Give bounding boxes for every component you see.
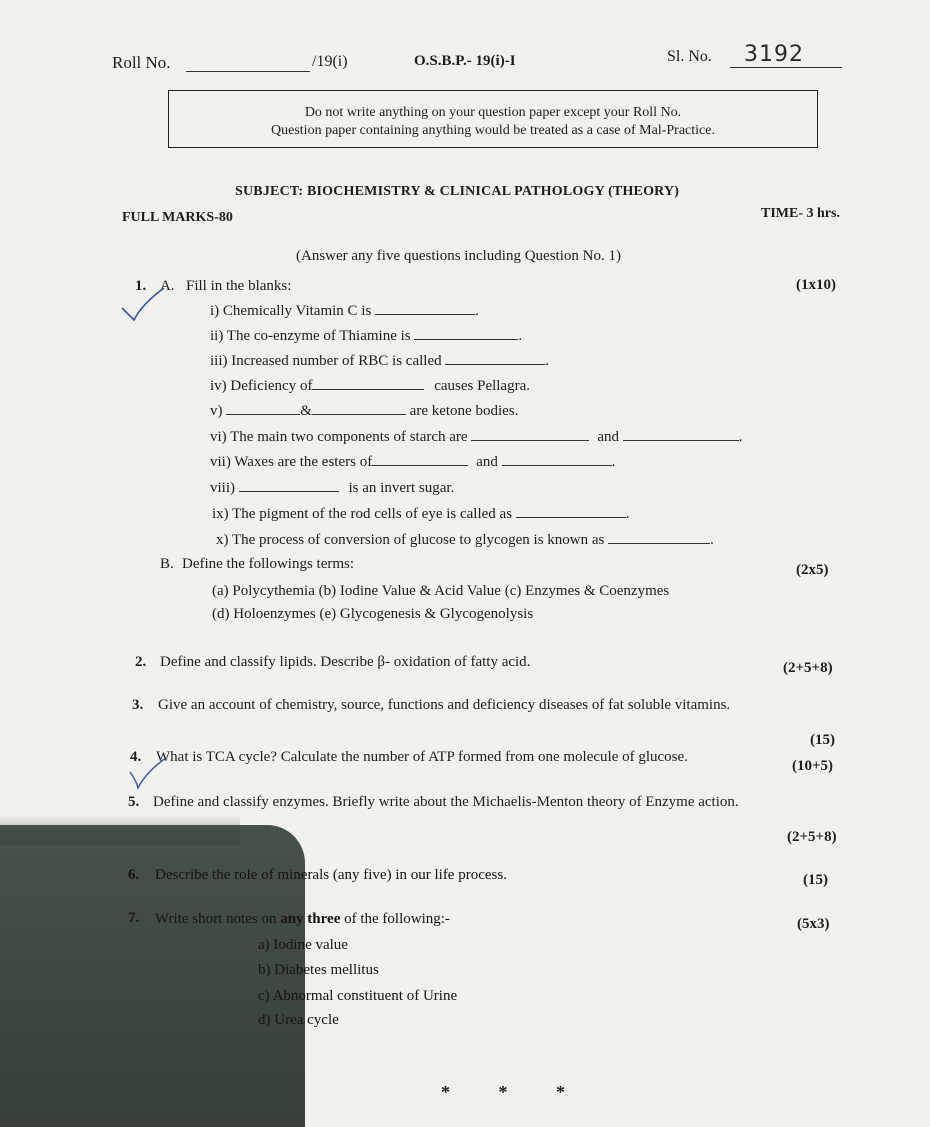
roll-number-field bbox=[186, 55, 310, 72]
q7-marks: (5x3) bbox=[797, 916, 830, 932]
q1-item-ii: ii) The co-enzyme of Thiamine is . bbox=[210, 328, 523, 344]
q2-number: 2. bbox=[135, 654, 147, 670]
q4-number: 4. bbox=[130, 749, 142, 765]
q7-option-b: b) Diabetes mellitus bbox=[258, 962, 379, 978]
q7-option-c: c) Abnormal constituent of Urine bbox=[258, 988, 458, 1004]
full-marks: FULL MARKS-80 bbox=[122, 210, 233, 225]
q3-text: Give an account of chemistry, source, functions and deficiency diseases of fat soluble vitamins. bbox=[158, 697, 731, 713]
pen-tick-icon bbox=[126, 752, 170, 792]
q3-number: 3. bbox=[132, 697, 144, 713]
q7-option-a: a) Iodine value bbox=[258, 937, 348, 953]
time-allowed: TIME- 3 hrs. bbox=[761, 206, 840, 221]
q4-text: What is TCA cycle? Calculate the number of ATP formed from one molecule of glucose. bbox=[156, 749, 688, 765]
roll-number-suffix: /19(i) bbox=[312, 53, 348, 70]
q1-item-iii: iii) Increased number of RBC is called . bbox=[210, 353, 550, 369]
q7-number: 7. bbox=[128, 910, 140, 926]
q1-item-iv: iv) Deficiency of causes Pellagra. bbox=[210, 378, 530, 394]
q3-marks: (15) bbox=[810, 732, 835, 748]
q2-text: Define and classify lipids. Describe β- oxidation of fatty acid. bbox=[160, 654, 531, 670]
q1-part-b-terms-1: (a) Polycythemia (b) Iodine Value & Acid Value (c) Enzymes & Coenzymes bbox=[212, 583, 670, 599]
q1-part-b-terms-2: (d) Holoenzymes (e) Glycogenesis & Glycogenolysis bbox=[212, 606, 534, 622]
notice-line-2: Question paper containing anything would be treated as a case of Mal-Practice. bbox=[271, 123, 715, 138]
q1-part-a-marks: (1x10) bbox=[796, 277, 836, 293]
q6-marks: (15) bbox=[803, 872, 828, 888]
q1-part-b-text: Define the followings terms: bbox=[182, 556, 355, 572]
q6-text: Describe the role of minerals (any five) in our life process. bbox=[155, 867, 507, 883]
serial-number-value: 3192 bbox=[730, 42, 842, 68]
instruction: (Answer any five questions including Question No. 1) bbox=[296, 248, 621, 264]
q1-item-vii: vii) Waxes are the esters of and . bbox=[210, 454, 616, 470]
pen-tick-icon bbox=[118, 282, 168, 324]
roll-number-label: Roll No. bbox=[112, 53, 171, 72]
q6-number: 6. bbox=[128, 867, 140, 883]
notice-box bbox=[168, 90, 818, 148]
q1-item-v: v) & are ketone bodies. bbox=[210, 403, 519, 419]
q1-item-i: i) Chemically Vitamin C is . bbox=[210, 303, 479, 319]
q1-part-a-label: A. bbox=[160, 278, 175, 294]
notice-line-1: Do not write anything on your question paper except your Roll No. bbox=[304, 105, 682, 120]
subject-title: SUBJECT: BIOCHEMISTRY & CLINICAL PATHOLOGY (THEORY) bbox=[235, 184, 680, 199]
q5-text: Define and classify enzymes. Briefly write about the Michaelis-Menton theory of Enzyme action. bbox=[153, 794, 739, 810]
q1-item-ix: ix) The pigment of the rod cells of eye is called as . bbox=[212, 506, 630, 522]
q4-marks: (10+5) bbox=[792, 758, 834, 774]
q1-item-vi: vi) The main two components of starch are and . bbox=[210, 429, 743, 445]
q7-option-d: d) Urea cycle bbox=[258, 1012, 339, 1028]
q1-item-x: x) The process of conversion of glucose to glycogen is known as . bbox=[216, 532, 714, 548]
q1-part-b-label: B. bbox=[160, 556, 174, 572]
end-marker: * * * bbox=[441, 1082, 587, 1102]
q1-part-a-text: Fill in the blanks: bbox=[186, 278, 292, 294]
paper-code: O.S.B.P.- 19(i)-I bbox=[414, 53, 516, 69]
serial-number-label: Sl. No. bbox=[667, 48, 712, 65]
q1-item-viii: viii) is an invert sugar. bbox=[210, 480, 455, 496]
q7-text: Write short notes on any three of the following:- bbox=[155, 911, 450, 927]
q5-marks: (2+5+8) bbox=[787, 829, 837, 845]
q1-number: 1. bbox=[135, 278, 147, 294]
q5-number: 5. bbox=[128, 794, 140, 810]
q1-part-b-marks: (2x5) bbox=[796, 562, 829, 578]
q2-marks: (2+5+8) bbox=[783, 660, 833, 676]
